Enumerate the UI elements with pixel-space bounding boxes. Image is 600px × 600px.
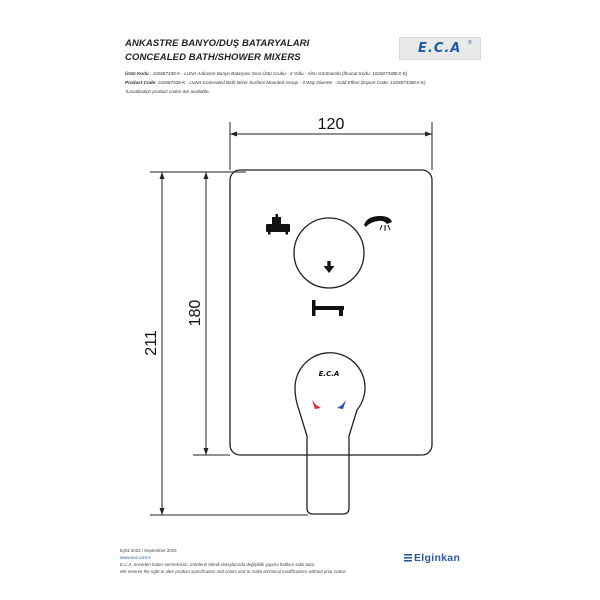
diverter-knob bbox=[294, 218, 364, 288]
footer-url[interactable]: www.eca.com.tr bbox=[120, 555, 151, 560]
outer-height-arrow-bottom bbox=[160, 508, 165, 515]
arrow-down-icon bbox=[324, 261, 335, 273]
product-code-en-text: : 102687338-K - LUNA Concealed Bath Mixer Surface Mounted Group - 3 Way Diverter - Gold Effect (Export Code: 102687338EX-K) bbox=[155, 80, 426, 85]
page-title-tr: ANKASTRE BANYO/DUŞ BATARYALARI bbox=[125, 38, 310, 49]
bathtub-icon bbox=[266, 214, 290, 235]
product-code-tr-text: : 102687338-K - LUNA Ankastre Banyo Bataryası Sıva Üstü Grubu - 3 Yollu - Altın Görünümlü (İhracat Kodu: 102687338EX-K) bbox=[148, 71, 408, 76]
handle-eca-logo: E.C.A bbox=[318, 370, 340, 378]
elginkan-brand bbox=[404, 552, 460, 564]
spout-icon bbox=[312, 300, 344, 316]
product-code-en-label: Product Code bbox=[125, 80, 156, 85]
eca-logo-text: E.C.A bbox=[418, 41, 462, 56]
hot-indicator bbox=[312, 400, 321, 409]
plate-height-label: 180 bbox=[187, 299, 204, 327]
width-label: 120 bbox=[317, 116, 345, 133]
localization-note: *Localization product codes are available. bbox=[125, 89, 210, 94]
outer-height-label: 211 bbox=[143, 330, 160, 356]
footer-disclaimer-tr: E.C.A. önceden haber vermeksizin, ürünlerin teknik detaylarında değişiklik yapma hakkını saklı tutar. bbox=[120, 562, 316, 567]
cover-plate bbox=[230, 170, 432, 455]
registered-mark: ® bbox=[468, 40, 472, 46]
outer-height-arrow-top bbox=[160, 172, 165, 179]
plate-height-arrow-top bbox=[204, 172, 209, 179]
plate-height-arrow-bottom bbox=[204, 448, 209, 455]
hand-shower-icon bbox=[364, 216, 392, 231]
product-code-tr-label: Ürün Kodu bbox=[125, 71, 149, 76]
page-title-en: CONCEALED BATH/SHOWER MIXERS bbox=[125, 52, 301, 63]
width-arrow-right bbox=[425, 132, 432, 137]
cold-indicator bbox=[337, 400, 346, 409]
elginkan-brand-text: Elginkan bbox=[414, 552, 461, 564]
elginkan-logo-icon bbox=[404, 554, 412, 562]
width-arrow-left bbox=[230, 132, 237, 137]
footer-date: Eylül 2023 / September 2023 bbox=[120, 548, 177, 553]
footer-disclaimer-en: We reserve the right to alter product specification and colors and to make technical modifications without prior notice. bbox=[120, 569, 347, 574]
